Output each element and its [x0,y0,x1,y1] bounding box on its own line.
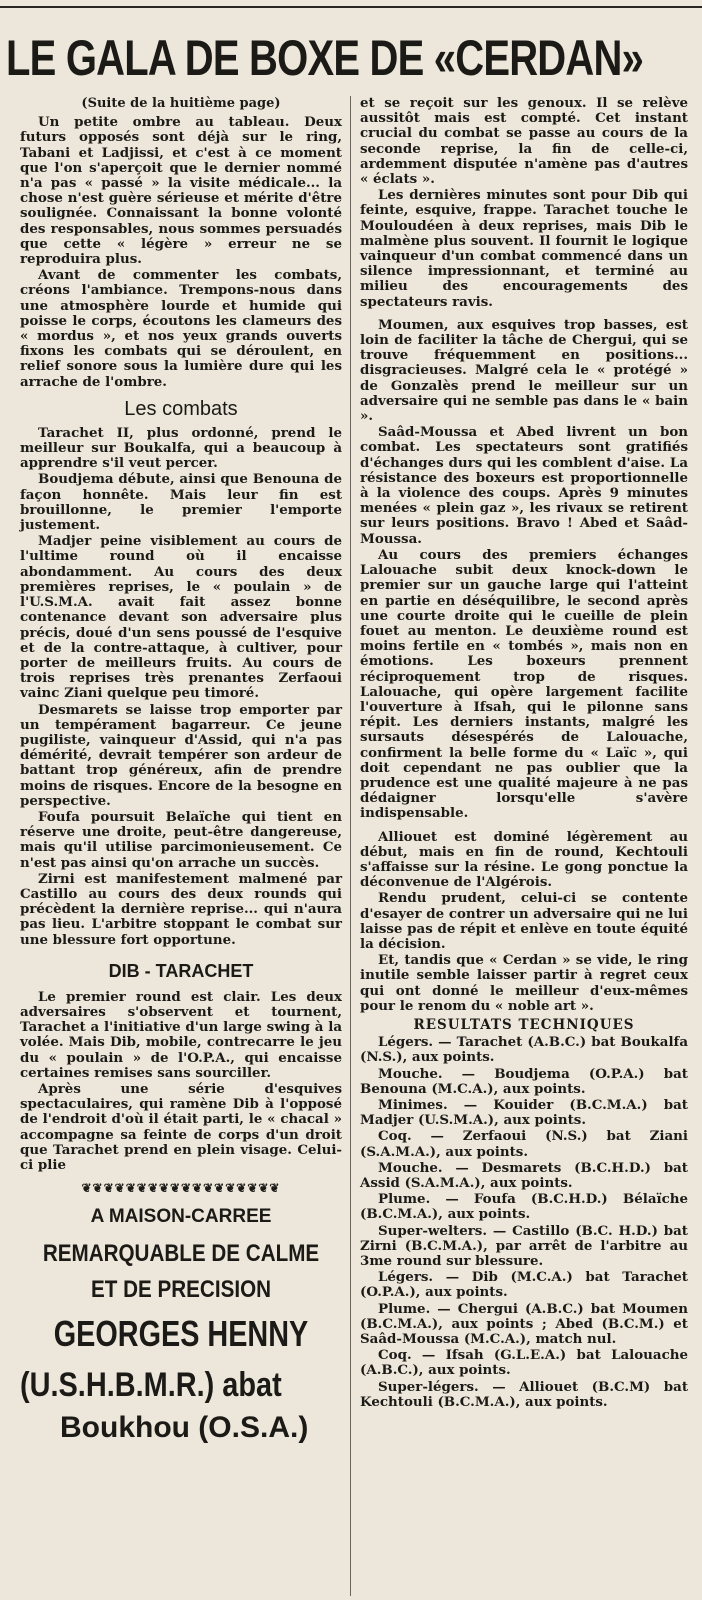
result-category: Minimes. [378,1097,448,1113]
result-category: Mouche. [378,1065,443,1082]
paragraph: Le premier round est clair. Les deux adversaires s'observent et tournent, Tarachet a l'initiative d'un large swing à la volée. Mais Dib, mobile, contrecarre le jeu du « poulain » de l'O.P.A., qui encaisse certaines remises sans sourciller. [20,988,342,1081]
result-text: — Chergui (A.B.C.) bat Moumen (B.C.M.A.), aux points ; Abed (B.C.M.) et Saâd-Moussa (M.C.A.), match nul. [360,1300,688,1348]
result-entry [360,1067,688,1097]
result-text: — Desmarets (B.C.H.D.) bat Assid (S.A.M.A.), aux points. [360,1159,688,1192]
result-text: — Foufa (B.C.H.D.) Bélaïche (B.C.M.A.), aux points. [360,1191,688,1223]
results-heading: RESULTATS TECHNIQUES [413,1016,635,1033]
result-entry [360,1302,688,1348]
results-list [360,1035,688,1410]
club-headline: (U.S.H.B.M.R.) abat [20,1366,282,1405]
result-text: — Castillo (B.C. H.D.) bat Zirni (B.C.M.A.), par arrêt de l'arbitre au 3me round sur blessure. [360,1222,688,1270]
headline: LE GALA DE BOXE DE «CERDAN» [6,30,644,86]
result-entry [360,1035,688,1065]
paragraph: Rendu prudent, celui-ci se contente d'esayer de contrer un adversaire qui ne lui laisse pas de répit et enlève en toute équité la décision. [360,890,688,952]
paragraph: Alliouet est dominé légèrement au début, mais en fin de round, Kechtouli s'affaisse sur la résine. Le gong ponctue la déconvenue de l'Algérois. [360,828,688,891]
paragraph: Desmarets se laisse trop emporter par un tempérament bagarreur. Ce jeune pugiliste, vainqueur d'Assid, qui n'a pas démérité, devrait tempérer son ardeur de battant trop généreux, afin de prendre moins de risques. Encore de la besogne en perspective. [20,701,342,809]
result-category: Légers. [378,1034,434,1051]
result-category: Super-légers. [378,1378,479,1395]
left-column [20,96,342,1445]
paragraph: Au cours des premiers échanges Lalouache subit deux knock-down le premier sur un gauche large qui l'atteint en partie en déséquilibre, le second après une courte droite qui le cueille de plein fouet au menton. Le deuxième round est moins fertile en « tombés », mais non en émotions. Les boxeurs prennent réciproquement trop de risques. Lalouache, qui opère largement facilite l'ouverture à Ifsah, qui le pilonne sans répit. Les derniers instants, malgré les sursauts désespérés de Lalouache, confirment la belle forme du « Laïc », qui doit cependant ne pas oublier que la prudence est une qualité majeure à ne pas dédaigner lorsqu'elle s'avère indispensable. [360,546,688,822]
result-category: Plume. [378,1300,431,1317]
paragraph: Après une série d'esquives spectaculaires, qui ramène Dib à l'opposé de l'endroit d'où il était parti, le « chacal » accompagne sa feinte de corps d'un droit que Tarachet prend en plein visage. Celui-ci plie [20,1080,342,1173]
top-rule [0,6,702,8]
result-text: — Alliouet (B.C.M) bat Kechtouli (B.C.M.A.), aux points. [360,1378,688,1410]
result-category: Super-welters. [378,1222,487,1239]
paragraph: Zirni est manifestement malmené par Castillo au cours des deux rounds qui précèdent la dernière reprise... qui n'aura pas lieu. L'arbitre stoppant le combat sur une blessure fort opportune. [20,870,342,948]
result-entry [360,1192,688,1222]
cut-off-headline: Boukhou (O.S.A.) [60,1411,309,1445]
result-entry [360,1348,688,1378]
paragraph: Saâd-Moussa et Abed livrent un bon combat. Les spectateurs sont gratifiés d'échanges durs qui les comblent d'aise. La résistance des boxeurs est proportionnelle à la violence des coups. Après 9 minutes menées « plein gaz », les rivaux se retirent sur leurs positions. Bravo ! Abed et Saâd-Moussa. [360,424,688,547]
result-entry [360,1224,688,1270]
right-column [360,96,688,1411]
result-text: — Zerfaoui (N.S.) bat Ziani (S.A.M.A.), aux points. [360,1128,688,1160]
result-entry [360,1380,688,1410]
result-entry [360,1098,688,1128]
sub-headline-line: ET DE PRECISION [90,1276,272,1304]
paragraph: Boudjema débute, ainsi que Benouna de façon honnête. Mais leur fin est brouillonne, le premier l'emporte justement. [20,471,342,534]
paragraph: Avant de commenter les combats, créons l'ambiance. Trempons-nous dans une atmosphère lourde et humide qui poisse le corps, écoutons les clameurs des « mordus », et nos yeux grands ouverts fixons les combats qui se déroulent, en relief sonore sous la lumière dure qui les arrache de l'ombre. [20,267,342,390]
paragraph: Un petite ombre au tableau. Deux futurs opposés sont déjà sur le ring, Tabani et Ladjissi, et c'est à ce moment que l'on s'aperçoit que le dernier nommé n'a pas « passé » la visite médicale... la chose n'est guère sérieuse et mérite d'être soulignée. Connaissant la bonne volonté des responsables, nous sommes persuadés que cette « légère » erreur ne se reproduira plus. [20,114,342,268]
paragraph: Tarachet II, plus ordonné, prend le meilleur sur Boukalfa, qui a beaucoup à apprendre s'il veut percer. [20,424,342,472]
result-text: — Ifsah (G.L.E.A.) bat Lalouache (A.B.C.), aux points. [360,1347,688,1379]
paragraph: Et, tandis que « Cerdan » se vide, le ring inutile semble laisser partir à regret ceux qui ont donné le meilleur d'eux-mêmes pour le renom du « noble art ». [360,952,688,1014]
paragraph: Madjer peine visiblement au cours de l'ultime round où il encaisse abondamment. Au cours des deux premières reprises, le « poulain » de l'U.S.M.A. avait fait assez bonne contenance devant son adversaire plus précis, doué d'un sens poussé de l'esquive et de la contre-attaque, à cultiver, pour porter de meilleurs fruits. Au cours de trois reprises très prenantes Zerfaoui vainc Ziani quelque peu timoré. [20,533,342,702]
paragraph: Foufa poursuit Belaïche qui tient en réserve une droite, peut-être dangereuse, mais qu'il utilise parcimonieusement. Ce n'est pas ainsi qu'on arrache un succès. [20,808,342,871]
paragraph: Moumen, aux esquives trop basses, est loin de faciliter la tâche de Chergui, qui se trouve fréquemment en positions... disgracieuses. Malgré cela le « protégé » de Gonzalès prend le meilleur sur un adversaire qui ne semble pas dans le « bain ». [360,316,688,425]
ornament-divider: ❦❦❦❦❦❦❦❦❦❦❦❦❦❦❦❦❦❦ [81,1181,281,1196]
result-category: Plume. [378,1191,431,1208]
result-entry [360,1270,688,1300]
result-category: Mouche. [378,1159,443,1176]
boxer-name-headline: GEORGES HENNY [53,1313,309,1355]
result-entry [360,1161,688,1191]
result-text: — Dib (M.C.A.) bat Tarachet (O.P.A.), aux points. [360,1269,688,1301]
column-divider [350,96,351,1596]
sub-headline-line: REMARQUABLE DE CALME [42,1240,320,1268]
continuation-note: (Suite de la huitième page) [81,96,281,111]
section-heading-dib-tarachet: DIB - TARACHET [108,960,254,981]
result-text: — Boudjema (O.P.A.) bat Benouna (M.C.A.), aux points. [360,1065,688,1097]
result-category: Légers. [378,1269,434,1286]
result-entry [360,1129,688,1159]
result-category: Coq. [378,1128,412,1145]
result-category: Coq. [378,1347,412,1364]
result-text: — Kouider (B.C.M.A.) bat Madjer (U.S.M.A.), aux points. [360,1097,688,1129]
paragraph: Les dernières minutes sont pour Dib qui feinte, esquive, frappe. Tarachet touche le Mouloudéen à deux reprises, mais Dib le malmène plus souvent. Il fournit le logique vainqueur d'un combat commencé dans un silence impressionnant, et terminé au milieu des encouragements des spectateurs ravis. [360,187,688,310]
section-heading-combats: Les combats [124,397,238,420]
paragraph: et se reçoit sur les genoux. Il se relève aussitôt mais est compté. Cet instant crucial du combat se passe au cours de la seconde reprise, la fin de celle-ci, ardemment disputée n'amène pas d'autres « éclats ». [360,95,688,188]
result-text: — Tarachet (A.B.C.) bat Boukalfa (N.S.), aux points. [360,1034,688,1066]
sub-headline-location: A MAISON-CARREE [90,1206,272,1228]
